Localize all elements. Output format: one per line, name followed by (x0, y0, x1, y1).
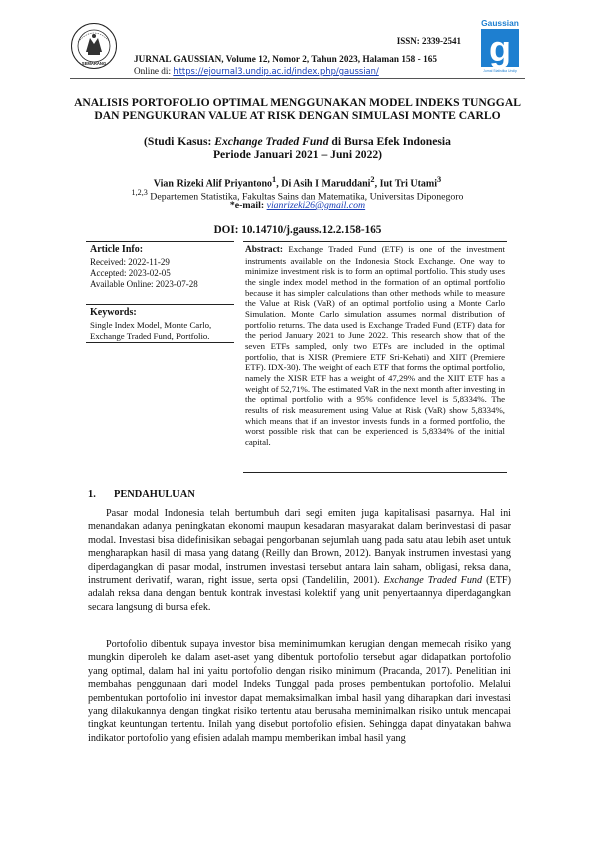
gaussian-journal-logo (478, 18, 522, 74)
paper-subtitle (70, 135, 525, 161)
author-list: Vian Rizeki Alif Priyantono$^1$, Di Asih I Maruddani$^2$, Iut Tri Utami$^3$ (153, 175, 442, 190)
issn: ISSN: 2339-2541 (396, 36, 461, 46)
svg-text:g: g (489, 28, 511, 69)
seal-caption: SEMARANG (81, 61, 107, 66)
section-heading (88, 489, 195, 500)
doi: DOI: 10.14710/j.gauss.12.2.158-165 (213, 224, 382, 236)
journal-url-link[interactable]: https://ejournal3.undip.ac.id/index.php/gaussian/ (173, 66, 379, 76)
corresponding-email (70, 200, 525, 211)
paper-title: ANALISIS PORTOFOLIO OPTIMAL MENGGUNAKAN MODEL INDEKS TUNGGAL DAN PENGUKURAN VALUE AT RISK DENGAN SIMULASI MONTE CARLO (74, 96, 521, 122)
subtitle-period: Periode Januari 2021 – Juni 2022) (212, 148, 383, 161)
paragraph-1: Pasar modal Indonesia telah bertumbuh dari segi emiten juga kapitalisasi pasarnya. Hal ini menandakan adanya peningkatan ekonomi maupun kesadaran masyarakat dalam berinvestasi di pasar modal. Investasi bisa didefinisikan sebagai pengorbanan sejumlah uang pada satu atau lebih aset untuk mengharapkan hasil di masa yang datang (Reilly dan Brown, 2012). Banyak instrumen investasi yang diperdagangkan di pasar modal, instrumen investasi tersebut antara lain saham, obligasi, reksa dana, instrument derivatif, waran, right issue, serta opsi (Tandelilin, 2001). Exchange Traded Fund (ETF) adalah reksa dana dengan bentuk kontrak investasi kolektif yang unit penyertaannya diperdagangkan secara langsung di bursa efek. (88, 508, 511, 613)
available-online-date: Available Online: 2023-07-28 (90, 279, 198, 289)
article-info-heading: Article Info: (90, 244, 144, 255)
email-label: *e-mail: (229, 200, 267, 211)
abstract (245, 244, 505, 447)
paragraph-2: Portofolio dibentuk supaya investor bisa meminimumkan kerugian dengan memecah risiko yang mungkin diperoleh ke dalam aset-aset yang dibentuk portofolio tersebut agar didapatkan portofolio yang optimal, dalam hal ini yaitu portofolio dengan risiko minimum (Pracanda, 2017). Penelitian ini membahas penggunaan dari model Indeks Tunggal pada proses pembentukan portofolio. Melalui pembentukan portofolio ini investor dapat memaksimalkan imbal hasil yang diharapkan dari investasi yang dilakukannya dengan tingkat risiko tertentu atau berusaha meminimalkan risiko untuk mencapai tingkat keuntungan tertentu. Inilah yang disebut portofolio efisien. Sehingga dapat dinyatakan bahwa indikator portofolio yang efisien adalah mampu memberikan imbal hasil yang (88, 639, 511, 744)
author-3: , Iut Tri Utami (374, 178, 438, 190)
header-divider (70, 78, 525, 79)
author-1: Vian Rizeki Alif Priyantono (153, 178, 273, 190)
accepted-date: Accepted: 2023-02-05 (90, 268, 171, 278)
university-seal-logo (70, 22, 118, 70)
section-number: 1. (88, 489, 96, 500)
received-date: Received: 2022-11-29 (90, 257, 170, 267)
gaussian-logo-subtitle: Jurnal Statistika Undip (483, 69, 517, 73)
online-availability (134, 66, 379, 76)
section-title: PENDAHULUAN (114, 489, 195, 500)
email-link[interactable]: vianrizeki26@gmail.com (266, 200, 366, 211)
affiliation: $^{1,2,3}$ Departemen Statistika, Fakultas Sains dan Matematika, Universitas Diponegoro (131, 188, 464, 203)
subtitle-suffix: di Bursa Efek Indonesia (328, 135, 451, 148)
abstract-label: Abstract: (245, 245, 284, 255)
keywords-heading: Keywords: (90, 307, 137, 318)
subtitle-prefix: (Studi Kasus: (144, 135, 215, 148)
abstract-text: Exchange Traded Fund (ETF) is one of the investment instruments available on the Indonesia Stock Exchange. One way to minimize investment risk is to form an optimal portfolio. This study uses the single index model method in the formation of an optimal portfolio because it has simpler calculations than other methods while to measure the Value at Risk (VaR) of an optimal portfolio using a Monte Carlo Simulation. Monte Carlo simulation assumes normal distribution of portfolio returns. The data used is Exchange Traded Fund (ETF) data for the period January 2021 to June 2022. This research show that of the seven ETFs sampled, only two ETFs are included in the optimal portfolio, that is XISR (Premiere ETF Sri-Kehati) and XIIT (Premiere ETF). IDX-30). The weight of each ETF that forms the optimal portfolio, namely the XISR ETF has a weight of 47,29% and the XIIT ETF has a weight of 52,71%. The estimated VaR in the next month after investing in the optimal portfolio with a 95% confidence level is 5,8334%. The results of risk measurement using Value at Risk (VaR) show 5,8334%, which means that if an investor invests funds in a formed portfolio, the worst possible risk that can be experienced is 5,8334% of the initial capital. (245, 244, 506, 447)
journal-citation: JURNAL GAUSSIAN, Volume 12, Nomor 2, Tahun 2023, Halaman 158 - 165 (134, 54, 438, 64)
keywords-text: Single Index Model, Monte Carlo, Exchange Traded Fund, Portfolio. (90, 320, 212, 342)
gaussian-logo-title: Gaussian (481, 18, 519, 28)
online-label: Online di: (134, 66, 174, 76)
author-2: , Di Asih I Maruddani (276, 178, 371, 190)
subtitle-italic: Exchange Traded Fund (214, 135, 329, 148)
